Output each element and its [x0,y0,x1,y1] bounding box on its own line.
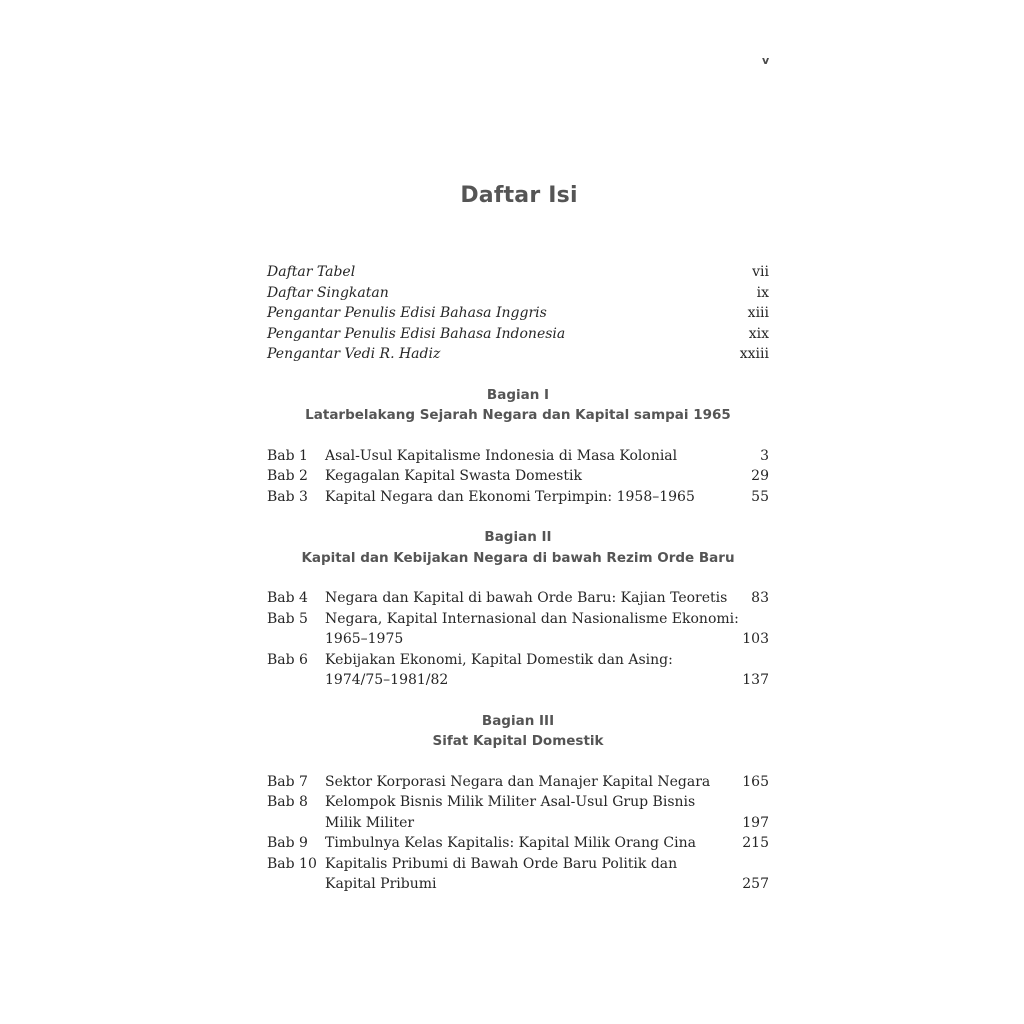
chapter-title-line [325,466,769,487]
chapter-entry [267,446,769,467]
chapter-page: 197 [742,814,769,831]
chapter-page: 257 [742,876,769,892]
front-matter-item [267,344,769,365]
chapter-title [325,854,769,895]
chapter-entry [267,854,769,895]
chapter-title [325,588,769,609]
chapter-number: Bab 7 [267,773,308,790]
chapter-entry [267,792,769,833]
front-matter-title: Pengantar Vedi R. Hadiz [267,346,441,362]
front-matter-item [267,324,769,345]
chapter-page: 215 [742,835,769,851]
chapter-title-text: 1974/75–1981/82 [325,672,449,688]
chapter-title-text: Timbulnya Kelas Kapitalis: Kapital Milik Orang Cina [325,835,696,851]
chapter-title-text: Sektor Korporasi Negara dan Manajer Kapital Negara [325,773,711,790]
table-of-contents [267,262,769,895]
part-label: Bagian I [486,386,550,403]
chapter-title-line [325,446,769,467]
front-matter-title: Pengantar Penulis Edisi Bahasa Indonesia [267,325,566,342]
chapter-title [325,446,769,467]
front-matter-list [267,262,769,365]
chapter-title-line [325,609,769,630]
chapter-entry [267,772,769,793]
part-title: Latarbelakang Sejarah Negara dan Kapital sampai 1965 [305,407,731,423]
front-matter-page: xiii [747,305,769,321]
chapter-number: Bab 10 [267,855,317,872]
chapter-title-text: Kapital Negara dan Ekonomi Terpimpin: 1958–1965 [325,488,695,505]
chapter-title-text: Milik Militer [325,814,415,831]
chapter-title [325,487,769,508]
chapter-entry [267,588,769,609]
chapter-title-line [325,487,769,508]
front-matter-page: vii [752,264,769,280]
chapter-title-line [325,833,769,854]
chapter-title-text: Asal-Usul Kapitalisme Indonesia di Masa Kolonial [325,447,678,464]
chapter-title-text: Kelompok Bisnis Milik Militer Asal-Usul Grup Bisnis [325,794,696,810]
page-number: v [762,54,770,67]
front-matter-page: xix [748,325,769,342]
chapter-title [325,792,769,833]
front-matter-page: xxiii [739,346,769,362]
front-matter-item [267,262,769,283]
chapter-title-line [325,813,769,834]
chapter-number: Bab 6 [267,651,308,668]
chapter-title-text: Kapital Pribumi [325,876,437,892]
part-label: Bagian II [484,529,552,545]
part-heading [267,711,769,752]
chapter-page: 165 [742,773,769,790]
chapter-title [325,650,769,691]
chapter-title-line [325,874,769,895]
chapter-title-line [325,629,769,650]
chapter-title-line [325,772,769,793]
part-title: Sifat Kapital Domestik [432,733,604,749]
chapter-page: 137 [742,672,769,688]
front-matter-page: ix [756,284,769,301]
front-matter-item [267,303,769,324]
chapter-page: 3 [760,447,769,464]
chapter-number: Bab 8 [267,794,308,810]
page-title: Daftar Isi [460,183,578,208]
front-matter-item [267,283,769,304]
chapter-title [325,772,769,793]
chapter-title [325,833,769,854]
chapter-entry [267,609,769,650]
chapter-title-line [325,854,769,875]
chapter-page: 29 [751,468,769,484]
part-heading [267,385,769,426]
chapter-number: Bab 3 [267,488,308,505]
chapter-page: 55 [751,488,769,505]
chapter-number: Bab 2 [267,468,308,484]
front-matter-title: Daftar Singkatan [267,284,389,301]
part-title: Kapital dan Kebijakan Negara di bawah Rezim Orde Baru [301,549,735,566]
chapter-title-line [325,792,769,813]
part-label: Bagian III [481,712,555,729]
chapter-title [325,466,769,487]
chapter-page: 83 [751,590,769,606]
chapter-title-text: Negara dan Kapital di bawah Orde Baru: Kajian Teoretis [325,590,728,606]
chapter-page: 103 [742,631,769,647]
chapter-title-line [325,650,769,671]
chapter-title-line [325,670,769,691]
chapter-title-text: Kapitalis Pribumi di Bawah Orde Baru Politik dan [325,855,678,872]
parts-list [267,385,769,895]
chapter-title-text: Negara, Kapital Internasional dan Nasionalisme Ekonomi: [325,610,739,627]
chapter-entry [267,650,769,691]
chapter-number: Bab 4 [267,590,308,606]
chapter-number: Bab 9 [267,835,308,851]
chapter-title-text: Kebijakan Ekonomi, Kapital Domestik dan Asing: [325,651,673,668]
chapter-entry [267,466,769,487]
chapter-entry [267,487,769,508]
chapter-title [325,609,769,650]
front-matter-title: Pengantar Penulis Edisi Bahasa Inggris [267,305,547,321]
chapter-title-text: Kegagalan Kapital Swasta Domestik [325,468,582,484]
chapter-number: Bab 5 [267,610,308,627]
chapter-number: Bab 1 [267,447,308,464]
chapter-entry [267,833,769,854]
chapter-title-text: 1965–1975 [325,631,404,647]
chapter-title-line [325,588,769,609]
front-matter-title: Daftar Tabel [267,264,356,280]
part-heading [267,527,769,568]
